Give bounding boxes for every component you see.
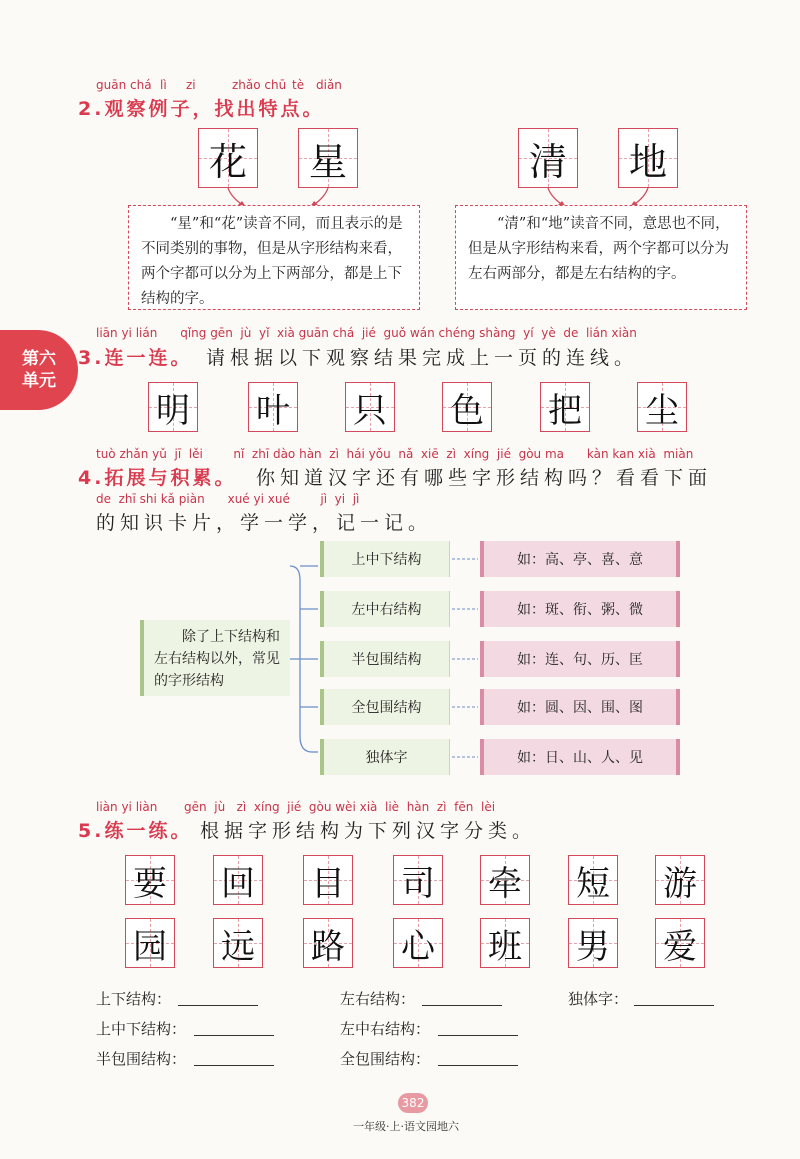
char-box: 游: [655, 855, 705, 905]
answer-blank-6[interactable]: [194, 1065, 274, 1066]
answer-label-6: 半包围结构：: [96, 1050, 187, 1068]
unit-tab: [0, 330, 78, 410]
answer-blank-7[interactable]: [438, 1065, 518, 1066]
answer-label-3: 独体字：: [568, 990, 629, 1008]
char-box: 远: [213, 918, 263, 968]
char-box: 花: [198, 128, 258, 188]
char-box: 目: [303, 855, 353, 905]
sec2-pinyin-5: tè: [292, 78, 305, 92]
sec3-body: 请根据以下观察结果完成上一页的连线。: [206, 347, 639, 369]
sec5-pinyin: liàn yi liàn gēn jù zì xíng jié gòu wèi xià liè hàn zì fēn lèi: [96, 800, 496, 814]
char-box: 司: [393, 855, 443, 905]
sec2-pinyin-6: diǎn: [316, 78, 342, 92]
explain-card-a: “星”和“花”读音不同，而且表示的是不同类别的事物，但是从字形结构来看，两个字都可以分为上下两部分，都是上下结构的字。: [128, 205, 420, 310]
answer-label-1: 上下结构：: [96, 990, 172, 1008]
sec4-body-2: 的知识卡片，学一学，记一记。: [96, 512, 433, 534]
char-box: 男: [568, 918, 618, 968]
char-box: 只: [345, 382, 395, 432]
structure-card-3: 半包围结构: [320, 641, 450, 677]
page-footer: 一年级·上·语文园地六: [353, 1120, 459, 1133]
answer-blank-5[interactable]: [438, 1035, 518, 1036]
answer-blank-2[interactable]: [422, 1005, 502, 1006]
char-box: 明: [148, 382, 198, 432]
answer-label-5: 左中右结构：: [340, 1020, 431, 1038]
answer-blank-1[interactable]: [178, 1005, 258, 1006]
answer-blank-4[interactable]: [194, 1035, 274, 1036]
answer-blank-3[interactable]: [634, 1005, 714, 1006]
structure-card-2: 左中右结构: [320, 591, 450, 627]
char-box: 地: [618, 128, 678, 188]
sec5-title: 5.练一练。: [78, 820, 193, 842]
explain-card-b: “清”和“地”读音不同，意思也不同，但是从字形结构来看，两个字都可以分为左右两部分，都是左右结构的字。: [455, 205, 747, 310]
structure-card-4: 全包围结构: [320, 689, 450, 725]
char-box: 回: [213, 855, 263, 905]
sec3-pinyin: liān yi lián qǐng gēn jù yǐ xià guān chá jié guǒ wán chéng shàng yí yè de lián xiàn: [96, 326, 637, 340]
structure-card-1: 上中下结构: [320, 541, 450, 577]
sec2-pinyin-3: zi: [186, 78, 196, 92]
char-box: 爱: [655, 918, 705, 968]
answer-label-7: 全包围结构：: [340, 1050, 431, 1068]
sec5-body: 根据字形结构为下列汉字分类。: [200, 820, 537, 842]
char-box: 心: [393, 918, 443, 968]
char-box: 把: [540, 382, 590, 432]
char-box: 路: [303, 918, 353, 968]
example-card-1: 如：高、亭、喜、意: [480, 541, 680, 577]
char-box: 星: [298, 128, 358, 188]
example-card-3: 如：连、句、历、匡: [480, 641, 680, 677]
knowledge-center-card: 除了上下结构和左右结构以外，常见的字形结构: [140, 620, 290, 696]
char-box: 清: [518, 128, 578, 188]
sec3-title: 3.连一连。: [78, 347, 193, 369]
char-box: 班: [480, 918, 530, 968]
char-box: 要: [125, 855, 175, 905]
sec4-pinyin-2: de zhī shi kǎ piàn xué yi xué jì yi jì: [96, 492, 360, 506]
char-box: 尘: [637, 382, 687, 432]
example-card-5: 如：日、山、人、见: [480, 739, 680, 775]
page-number: 382: [398, 1093, 428, 1113]
sec2-pinyin-2: lì: [160, 78, 167, 92]
sec2-pinyin-4: zhǎo chū: [232, 78, 287, 92]
unit-tab-line2: 单元: [22, 371, 56, 391]
sec4-pinyin-1: tuò zhǎn yǔ jī lěi nǐ zhī dào hàn zì hái yǒu nǎ xiē zì xíng jié gòu ma kàn kan xià miàn: [96, 447, 694, 461]
unit-tab-line1: 第六: [22, 349, 56, 369]
char-box: 短: [568, 855, 618, 905]
example-card-4: 如：圆、因、围、图: [480, 689, 680, 725]
sec4-title: 4.拓展与积累。: [78, 467, 237, 489]
structure-card-5: 独体字: [320, 739, 450, 775]
example-card-2: 如：斑、衔、粥、微: [480, 591, 680, 627]
sec4-body-1: 你知道汉字还有哪些字形结构吗？看看下面: [256, 467, 713, 489]
sec2-title: 2.观察例子，找出特点。: [78, 98, 325, 120]
answer-label-2: 左右结构：: [340, 990, 416, 1008]
char-box: 园: [125, 918, 175, 968]
sec2-pinyin-1: guān chá: [96, 78, 152, 92]
char-box: 牵: [480, 855, 530, 905]
char-box: 叶: [248, 382, 298, 432]
answer-label-4: 上中下结构：: [96, 1020, 187, 1038]
char-box: 色: [442, 382, 492, 432]
